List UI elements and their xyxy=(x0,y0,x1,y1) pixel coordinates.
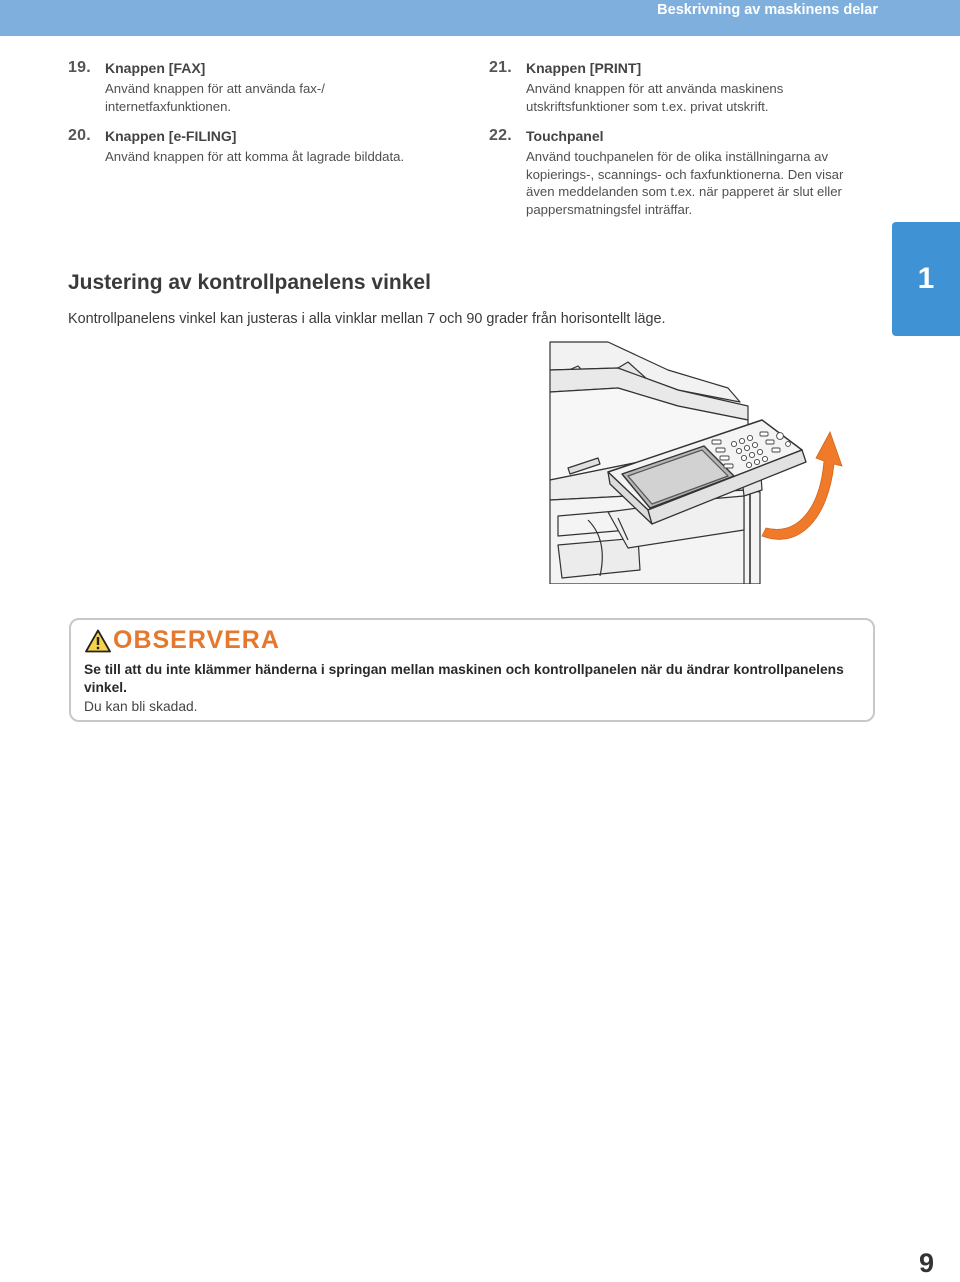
item-line: Använd touchpanelen för de olika inställningarna av xyxy=(526,149,829,164)
header-bar xyxy=(0,0,960,36)
caution-consequence-text: Du kan bli skadad. xyxy=(84,699,198,714)
item-line: utskriftsfunktioner som t.ex. privat utskrift. xyxy=(526,98,769,114)
item-number: 22. xyxy=(489,127,512,144)
item-description xyxy=(526,148,843,218)
caution-warning-text: Se till att du inte klämmer händerna i springan mellan maskinen och kontrollpanelen när du ändrar kontrollpanelens vinkel. xyxy=(84,662,844,695)
item-description xyxy=(526,80,783,115)
item-title: Knappen [e-FILING] xyxy=(105,128,237,144)
item-description xyxy=(105,148,404,166)
item-20 xyxy=(68,127,468,167)
section-description: Kontrollpanelens vinkel kan justeras i alla vinklar mellan 7 och 90 grader från horisontellt läge. xyxy=(68,311,666,327)
chapter-tab: 1 xyxy=(892,222,960,336)
control-panel-illustration xyxy=(548,340,852,584)
item-line: pappersmatningsfel inträffar. xyxy=(526,201,693,217)
caution-box xyxy=(69,618,875,722)
item-title: Knappen [PRINT] xyxy=(526,60,642,76)
item-number: 21. xyxy=(489,59,512,76)
item-line: kopierings-, scannings- och faxfunktionerna. Den visar xyxy=(526,166,844,182)
item-number: 20. xyxy=(68,127,91,144)
page-number: 9 xyxy=(918,1248,934,1278)
item-line: Använd knappen för att använda fax-/ xyxy=(105,81,325,96)
header-title: Beskrivning av maskinens delar xyxy=(657,2,878,18)
item-description xyxy=(105,80,325,115)
caution-header xyxy=(85,626,280,655)
item-22 xyxy=(489,127,889,222)
warning-icon xyxy=(85,629,111,653)
item-number: 19. xyxy=(68,59,91,76)
item-line: Använd knappen för att använda maskinens xyxy=(526,81,784,96)
item-21 xyxy=(489,59,889,115)
caution-title: OBSERVERA xyxy=(113,626,280,654)
item-19 xyxy=(68,59,468,115)
item-line: internetfaxfunktionen. xyxy=(105,98,232,114)
item-title: Touchpanel xyxy=(526,128,604,144)
item-line: Använd knappen för att komma åt lagrade bilddata. xyxy=(105,149,405,164)
section-heading: Justering av kontrollpanelens vinkel xyxy=(68,271,431,294)
item-title: Knappen [FAX] xyxy=(105,60,206,76)
item-line: även meddelanden som t.ex. när papperet är slut eller xyxy=(526,184,842,199)
